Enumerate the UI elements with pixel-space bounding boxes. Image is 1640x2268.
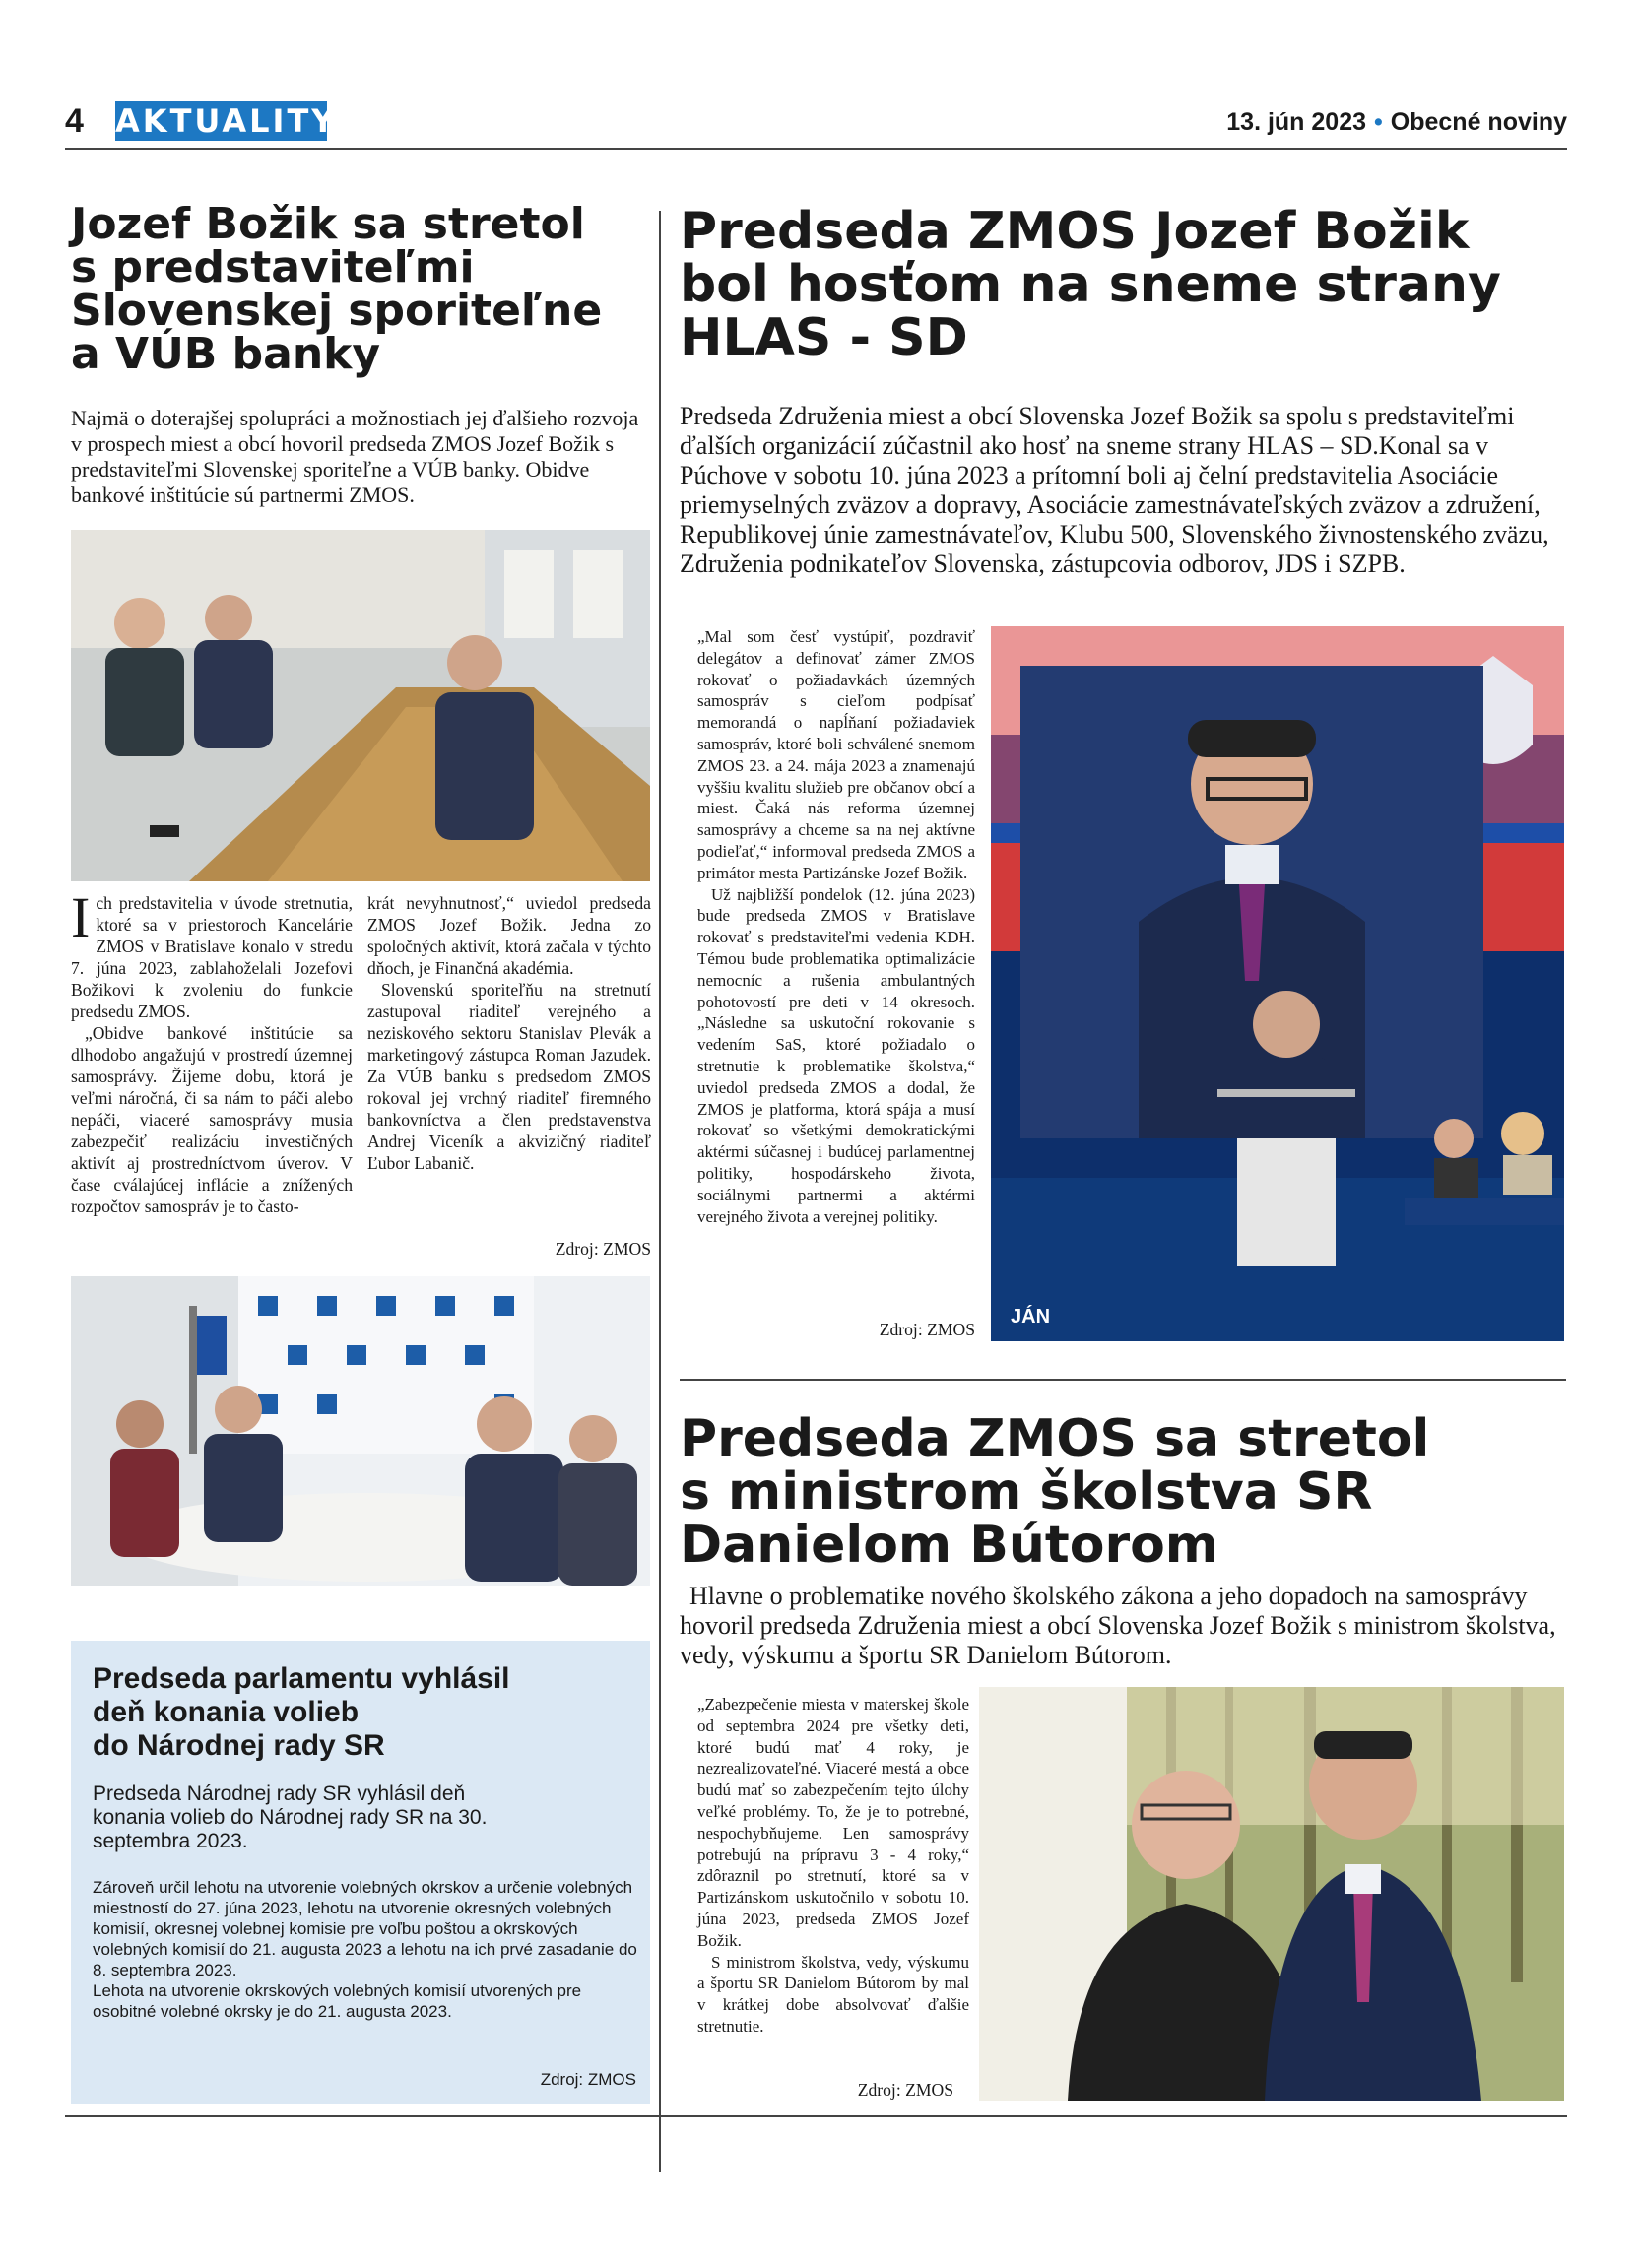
section-label: AKTUALITY	[115, 102, 338, 140]
title-line: Predseda parlamentu vyhlásil	[93, 1662, 510, 1695]
paragraph: S ministrom školstva, vedy, výskumu a športu SR Danielom Bútorom by mal v krátkej dobe absolvovať ďalšie stretnutie.	[697, 1952, 969, 2036]
title-line: a VÚB banky	[71, 329, 381, 379]
article2-lead: Predseda Združenia miest a obcí Slovenska Jozef Božik sa spolu s predstaviteľmi ďalších organizácií zúčastnil ako hosť na sneme strany HLAS – SD.Konal sa v Púchove v sobotu 10. júna 2023 a prítomní boli aj čelní predstavitelia Asociácie priemyselných zväzov a dopravy, Asociácie zamestnávateľských zväzov a združení, Republikovej únie zamestnávateľov, Klubu 500, Slovenského živnostenského zväzu, Združenia podnikateľov Slovenska, zástupcovia odborov, JDS i SZPB.	[680, 402, 1549, 578]
article1-title	[71, 199, 652, 379]
column-divider	[659, 211, 661, 2172]
meeting-photo-bank	[71, 530, 650, 881]
masthead-info	[1226, 108, 1567, 137]
box-lead: Predseda Národnej rady SR vyhlásil deň konania volieb do Národnej rady SR na 30. septembra 2023.	[93, 1782, 488, 1852]
article2-text	[697, 626, 975, 1227]
issue-date: 13. jún 2023	[1226, 108, 1367, 136]
article1-col2	[367, 892, 651, 1174]
paragraph: Lehota na utvorenie okrskových volebných komisií utvorených pre osobitné volebné okrsky je do 21. augusta 2023.	[93, 1981, 582, 2021]
paragraph: ch predstavitelia v úvode stretnutia, ktoré sa v priestoroch Kancelárie ZMOS v Bratislave konalo v stredu 7. júna 2023, zablahoželali Jozefovi Božikovi k zvoleniu do funkcie predsedu ZMOS.	[71, 893, 353, 1021]
article3-source: Zdroj: ZMOS	[857, 2080, 953, 2100]
article3-title	[680, 1409, 1566, 1575]
footer-rule	[65, 2115, 1567, 2117]
article1-source: Zdroj: ZMOS	[555, 1239, 651, 1259]
title-line: Slovenskej sporiteľne	[71, 286, 603, 336]
article3-text	[697, 1694, 969, 2038]
drop-cap: I	[71, 885, 91, 949]
article1-col1	[71, 885, 353, 1217]
minister-meeting-photo	[979, 1687, 1564, 2101]
title-line: Jozef Božik sa stretol	[71, 199, 585, 249]
paragraph: Zároveň určil lehotu na utvorenie volebných okrskov a určenie volebných miestností do 27. júna 2023, lehotu na utvorenie okresných volebných komisií, okresnej volebnej komisie pre voľbu poštou a okrskových volebných komisií do 21. augusta 2023 a lehotu na ich prvé zasadanie do 8. septembra 2023.	[93, 1878, 637, 1979]
page-number: 4	[65, 102, 84, 140]
separator-dot: •	[1374, 108, 1383, 136]
paragraph: Slovenskú sporiteľňu na stretnutí zastupoval riaditeľ verejného a neziskového sektoru Stanislav Plevák a marketingový zástupca Roman Jazudek. Za VÚB banku s predsedom ZMOS rokoval jej vrchný riaditeľ firemného bankovníctva a člen predstavenstva Andrej Viceník a akvizičný riaditeľ Ľubor Labanič.	[367, 980, 651, 1173]
box-text	[93, 1877, 644, 2022]
title-line: Predseda ZMOS Jozef Božik	[680, 202, 1470, 261]
article-divider	[680, 1379, 1566, 1381]
paragraph: „Mal som česť vystúpiť, pozdraviť delegátov a definovať zámer ZMOS rokovať o požiadavkách územných samospráv s cieľom podpísať memorandá o napĺňaní požiadaviek samospráv, ktoré boli schválené snemom ZMOS 23. a 24. mája 2023 a znamenajú vyššiu kvalitu služieb pre občanov obcí a miest. Čaká nás reforma územnej samosprávy a chceme sa na nej aktívne podieľať,“ informoval predseda ZMOS a primátor mesta Partizánske Jozef Božik.	[697, 627, 975, 882]
title-line: Predseda ZMOS sa stretol	[680, 1409, 1430, 1468]
title-line: do Národnej rady SR	[93, 1729, 385, 1762]
article2-source: Zdroj: ZMOS	[879, 1320, 975, 1339]
photo-banner-text: JÁN	[1011, 1306, 1051, 1328]
paragraph: „Zabezpečenie miesta v materskej škole od septembra 2024 pre všetky deti, ktoré budú mať 4 roky, je nezrealizovateľné. Viaceré mestá a obce budú mať so zabezpečením tejto úlohy veľké problémy. To, že je to potrebné, nespochybňujeme. Len samosprávy potrebujú na prípravu 3 - 4 roky,“ zdôraznil po stretnutí, ktoré sa v Partizánskom uskutočnilo v sobotu 10. júna 2023, predseda ZMOS Jozef Božik.	[697, 1695, 969, 1950]
box-title	[93, 1662, 634, 1763]
title-line: HLAS - SD	[680, 308, 968, 367]
article1-lead: Najmä o doterajšej spolupráci a možnostiach jej ďalšieho rozvoja v prospech miest a obcí hovoril predseda ZMOS Jozef Božik s predstaviteľmi Slovenskej sporiteľne a VÚB banky. Obidve bankové inštitúcie sú partnermi ZMOS.	[71, 406, 639, 507]
congress-speech-photo	[991, 626, 1564, 1341]
title-line: bol hosťom na sneme strany	[680, 255, 1501, 314]
paragraph: „Obidve bankové inštitúcie sa dlhodobo angažujú v prostredí územnej samosprávy. Žijeme dobu, ktorá je veľmi náročná, či sa nám to páči alebo nepáči, viaceré samosprávy musia zabezpečiť realizáciu investičných aktivít aj prostredníctvom úverov. V čase cválajúcej inflácie a znížených rozpočtov samospráv je to často-	[71, 1023, 353, 1216]
article2-title	[680, 202, 1566, 367]
paragraph: Už najbližší pondelok (12. júna 2023) bude predseda ZMOS v Bratislave rokovať s predstaviteľmi vedenia KDH. Témou bude problematika optimalizácie nemocníc a rušenia ambulantných pohotovostí pre deti v 14 okresoch. „Následne sa uskutoční rokovanie s vedením SaS, ktoré požiadalo o stretnutie k problematike školstva,“ uviedol predseda ZMOS a dodal, že ZMOS je platforma, ktorá spája a musí rokovať so všetkými demokratickými aktérmi súčasnej i budúcej parlamentnej politiky, hospodárskeho života, sociálnymi partnermi a aktérmi verejného života a verejnej politiky.	[697, 884, 975, 1226]
publication-name: Obecné noviny	[1390, 108, 1567, 136]
title-line: Danielom Bútorom	[680, 1516, 1218, 1575]
box-source: Zdroj: ZMOS	[540, 2070, 636, 2089]
title-line: deň konania volieb	[93, 1696, 360, 1728]
meeting-photo-vub	[71, 1276, 650, 1586]
title-line: s predstaviteľmi	[71, 242, 475, 292]
paragraph: krát nevyhnutnosť,“ uviedol predseda ZMOS Jozef Božik. Jedna zo spoločných aktivít, ktorá začala v týchto dňoch, je Finančná akadémia.	[367, 893, 651, 978]
election-notice-box	[71, 1641, 650, 2104]
header-rule	[65, 148, 1567, 150]
article3-lead: Hlavne o problematike nového školského zákona a jeho dopadoch na samosprávy hovoril predseda Združenia miest a obcí Slovenska Jozef Božik s ministrom školstva, vedy, výskumu a športu SR Danielom Bútorom.	[680, 1582, 1556, 1669]
title-line: s ministrom školstva SR	[680, 1462, 1373, 1522]
